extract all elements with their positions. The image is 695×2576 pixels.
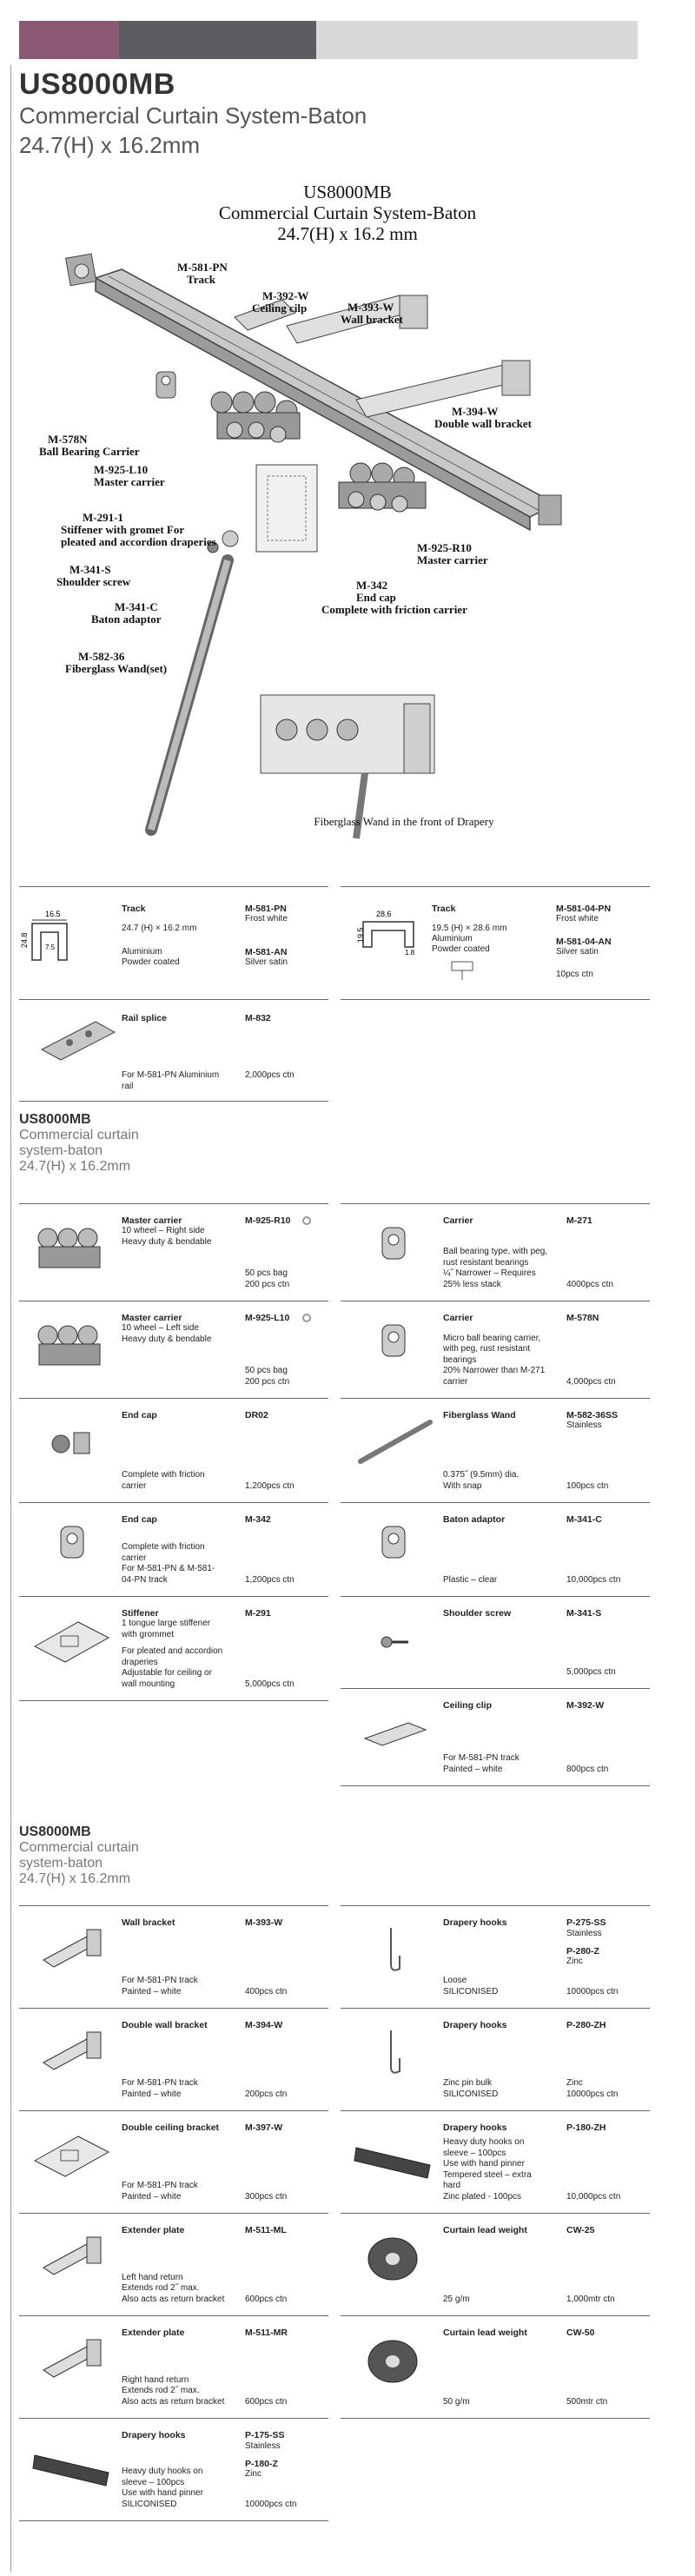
svg-text:Wall bracket: Wall bracket xyxy=(341,313,403,326)
svg-text:M-925-R10: M-925-R10 xyxy=(417,541,472,554)
bracket-image xyxy=(26,1921,122,1982)
right-product-name-0: Carrier xyxy=(443,1215,473,1226)
svg-text:16.5: 16.5 xyxy=(45,910,61,918)
clip-image xyxy=(348,1704,443,1765)
diagram-subtitle: Commercial Curtain System-Baton xyxy=(218,202,477,223)
left-product-name-1: Double wall bracket xyxy=(122,2020,208,2030)
bracket-image xyxy=(26,2331,122,2392)
screw-image xyxy=(348,1612,443,1672)
svg-text:Stiffener with gromet For: Stiffener with gromet For xyxy=(61,523,185,536)
svg-text:M-582-36: M-582-36 xyxy=(78,650,125,663)
right-product-code-0: M-271 xyxy=(566,1215,592,1226)
rail-splice-image xyxy=(35,1015,122,1067)
left-product-code-2: DR02 xyxy=(245,1410,268,1420)
right-product-name-5: Ceiling clip xyxy=(443,1700,493,1711)
right-product-code-3: M-341-C xyxy=(566,1514,602,1525)
left-product-name-5: Drapery hooks xyxy=(122,2430,186,2440)
header-band-2 xyxy=(119,21,316,59)
svg-text:pleated and accordion draperie: pleated and accordion draperies xyxy=(61,535,216,548)
strip-image xyxy=(348,2126,443,2187)
svg-text:M-581-PN: M-581-PN xyxy=(177,261,228,274)
carrier-image xyxy=(26,1219,122,1280)
left-product-name-2: End cap xyxy=(122,1410,157,1420)
track-right-name: Track xyxy=(432,904,456,914)
left-product-name-3: End cap xyxy=(122,1514,157,1525)
svg-text:M-393-W: M-393-W xyxy=(348,301,394,314)
svg-text:7.5: 7.5 xyxy=(45,944,56,951)
exploded-diagram xyxy=(39,174,626,851)
left-product-name-3: Extender plate xyxy=(122,2225,185,2235)
svg-text:Complete with friction carrier: Complete with friction carrier xyxy=(321,603,467,616)
right-product-name-2: Drapery hooks xyxy=(443,2122,507,2133)
right-product-code-2: P-180-ZH xyxy=(566,2122,606,2133)
svg-text:M-394-W: M-394-W xyxy=(452,405,499,418)
track-right-code2: M-581-04-AN xyxy=(556,937,612,947)
svg-text:Baton adaptor: Baton adaptor xyxy=(91,613,162,626)
svg-text:Ball Bearing Carrier: Ball Bearing Carrier xyxy=(39,445,140,458)
small-image xyxy=(26,1518,122,1579)
rail-splice-code: M-832 xyxy=(245,1013,271,1023)
svg-text:M-578N: M-578N xyxy=(48,433,88,446)
right-product-code-1: P-280-ZH xyxy=(566,2020,606,2030)
right-product-code-1: M-578N xyxy=(566,1313,599,1323)
right-product-code-2: M-582-36SS xyxy=(566,1410,618,1420)
small-image xyxy=(348,1219,443,1280)
svg-text:Fiberglass Wand in the front o: Fiberglass Wand in the front of Drapery xyxy=(314,815,494,828)
left-rule xyxy=(10,65,11,2572)
page-title: US8000MB xyxy=(19,68,175,101)
left-product-name-0: Wall bracket xyxy=(122,1917,175,1928)
svg-text:M-291-1: M-291-1 xyxy=(83,511,123,524)
track-left-code2: M-581-AN xyxy=(245,947,288,957)
left-product-code-0: M-925-R10 xyxy=(245,1215,291,1226)
svg-text:1.8: 1.8 xyxy=(405,949,415,957)
left-product-name-4: Extender plate xyxy=(122,2328,185,2338)
right-product-name-2: Fiberglass Wand xyxy=(443,1410,516,1420)
svg-text:End cap: End cap xyxy=(356,591,396,604)
spool-image xyxy=(348,2228,443,2289)
svg-text:28.6: 28.6 xyxy=(376,910,392,918)
small-image xyxy=(348,1518,443,1579)
page-dimensions: 24.7(H) x 16.2mm xyxy=(19,132,201,158)
plate-image xyxy=(26,2126,122,2187)
bracket-image xyxy=(26,2023,122,2084)
header-band-3 xyxy=(316,21,638,59)
plate-image xyxy=(26,1612,122,1672)
track-left-desc: 24.7 (H) × 16.2 mm xyxy=(122,924,197,933)
track-04-mini-icon xyxy=(447,957,482,983)
header-band-1 xyxy=(19,21,119,59)
right-product-name-1: Carrier xyxy=(443,1313,473,1323)
spool-image xyxy=(348,2331,443,2392)
left-product-name-2: Double ceiling bracket xyxy=(122,2122,220,2133)
left-product-code-3: M-511-ML xyxy=(245,2225,287,2235)
color-dot-icon xyxy=(302,1216,311,1225)
right-product-name-4: Shoulder screw xyxy=(443,1608,512,1619)
left-product-code-0: M-393-W xyxy=(245,1917,283,1928)
right-product-code-4: M-341-S xyxy=(566,1608,602,1619)
color-dot-icon xyxy=(302,1314,311,1322)
track-left-finish1: Aluminium xyxy=(122,947,162,957)
track-left-name: Track xyxy=(122,904,146,914)
hook-image xyxy=(348,1921,443,1982)
left-product-name-1: Master carrier xyxy=(122,1313,182,1323)
left-product-code-4: M-511-MR xyxy=(245,2328,288,2338)
hook-image xyxy=(348,2023,443,2084)
diagram-title: US8000MB xyxy=(303,182,392,202)
svg-text:Shoulder screw: Shoulder screw xyxy=(56,575,131,588)
right-product-name-3: Curtain lead weight xyxy=(443,2225,527,2235)
wand-image xyxy=(348,1414,443,1474)
svg-text:Master carrier: Master carrier xyxy=(94,475,165,488)
svg-text:M-341-C: M-341-C xyxy=(115,600,158,613)
svg-text:Master carrier: Master carrier xyxy=(417,553,488,566)
strip-image xyxy=(26,2434,122,2494)
section3-title: US8000MB xyxy=(19,1824,91,1839)
track-left-code1: M-581-PN xyxy=(245,904,287,914)
diagram-dims: 24.7(H) x 16.2 mm xyxy=(277,223,418,244)
right-product-code-0: P-275-SS xyxy=(566,1917,606,1928)
left-product-code-2: M-397-W xyxy=(245,2122,283,2133)
right-product-name-1: Drapery hooks xyxy=(443,2020,507,2030)
svg-text:Track: Track xyxy=(187,273,215,286)
left-product-code-1: M-394-W xyxy=(245,2020,283,2030)
right-product-name-3: Baton adaptor xyxy=(443,1514,506,1525)
right-product-code-3: CW-25 xyxy=(566,2225,595,2235)
rail-splice-name: Rail splice xyxy=(122,1013,167,1023)
left-product-name-0: Master carrier xyxy=(122,1215,182,1226)
left-product-name-4: Stiffener xyxy=(122,1608,159,1619)
track-left-finish2: Powder coated xyxy=(122,957,180,967)
svg-text:Double wall bracket: Double wall bracket xyxy=(434,417,532,430)
svg-text:M-392-W: M-392-W xyxy=(262,289,309,302)
svg-text:M-341-S: M-341-S xyxy=(70,563,111,576)
right-product-name-4: Curtain lead weight xyxy=(443,2328,527,2338)
endcap-image xyxy=(26,1414,122,1474)
section2-title: US8000MB xyxy=(19,1112,91,1127)
left-product-code-5: P-175-SS xyxy=(245,2430,285,2440)
track-04-profile-drawing xyxy=(354,908,424,956)
svg-text:19.5: 19.5 xyxy=(356,927,365,943)
svg-text:M-925-L10: M-925-L10 xyxy=(94,463,149,476)
left-product-code-1: M-925-L10 xyxy=(245,1313,290,1323)
svg-text:24.8: 24.8 xyxy=(20,932,29,948)
left-product-code-4: M-291 xyxy=(245,1608,271,1619)
small-image xyxy=(348,1316,443,1377)
svg-text:M-342: M-342 xyxy=(356,579,388,592)
svg-text:Fiberglass Wand(set): Fiberglass Wand(set) xyxy=(65,662,168,675)
track-right-code1: M-581-04-PN xyxy=(556,904,612,914)
right-product-code-5: M-392-W xyxy=(566,1700,605,1711)
bracket-image xyxy=(26,2228,122,2289)
right-product-name-0: Drapery hooks xyxy=(443,1917,507,1928)
track-profile-drawing xyxy=(19,908,97,969)
carrier-image xyxy=(26,1316,122,1377)
page-subtitle: Commercial Curtain System-Baton xyxy=(19,103,367,129)
left-product-code-3: M-342 xyxy=(245,1514,271,1525)
svg-text:Ceiling cilp: Ceiling cilp xyxy=(252,301,308,315)
right-product-code-4: CW-50 xyxy=(566,2328,595,2338)
